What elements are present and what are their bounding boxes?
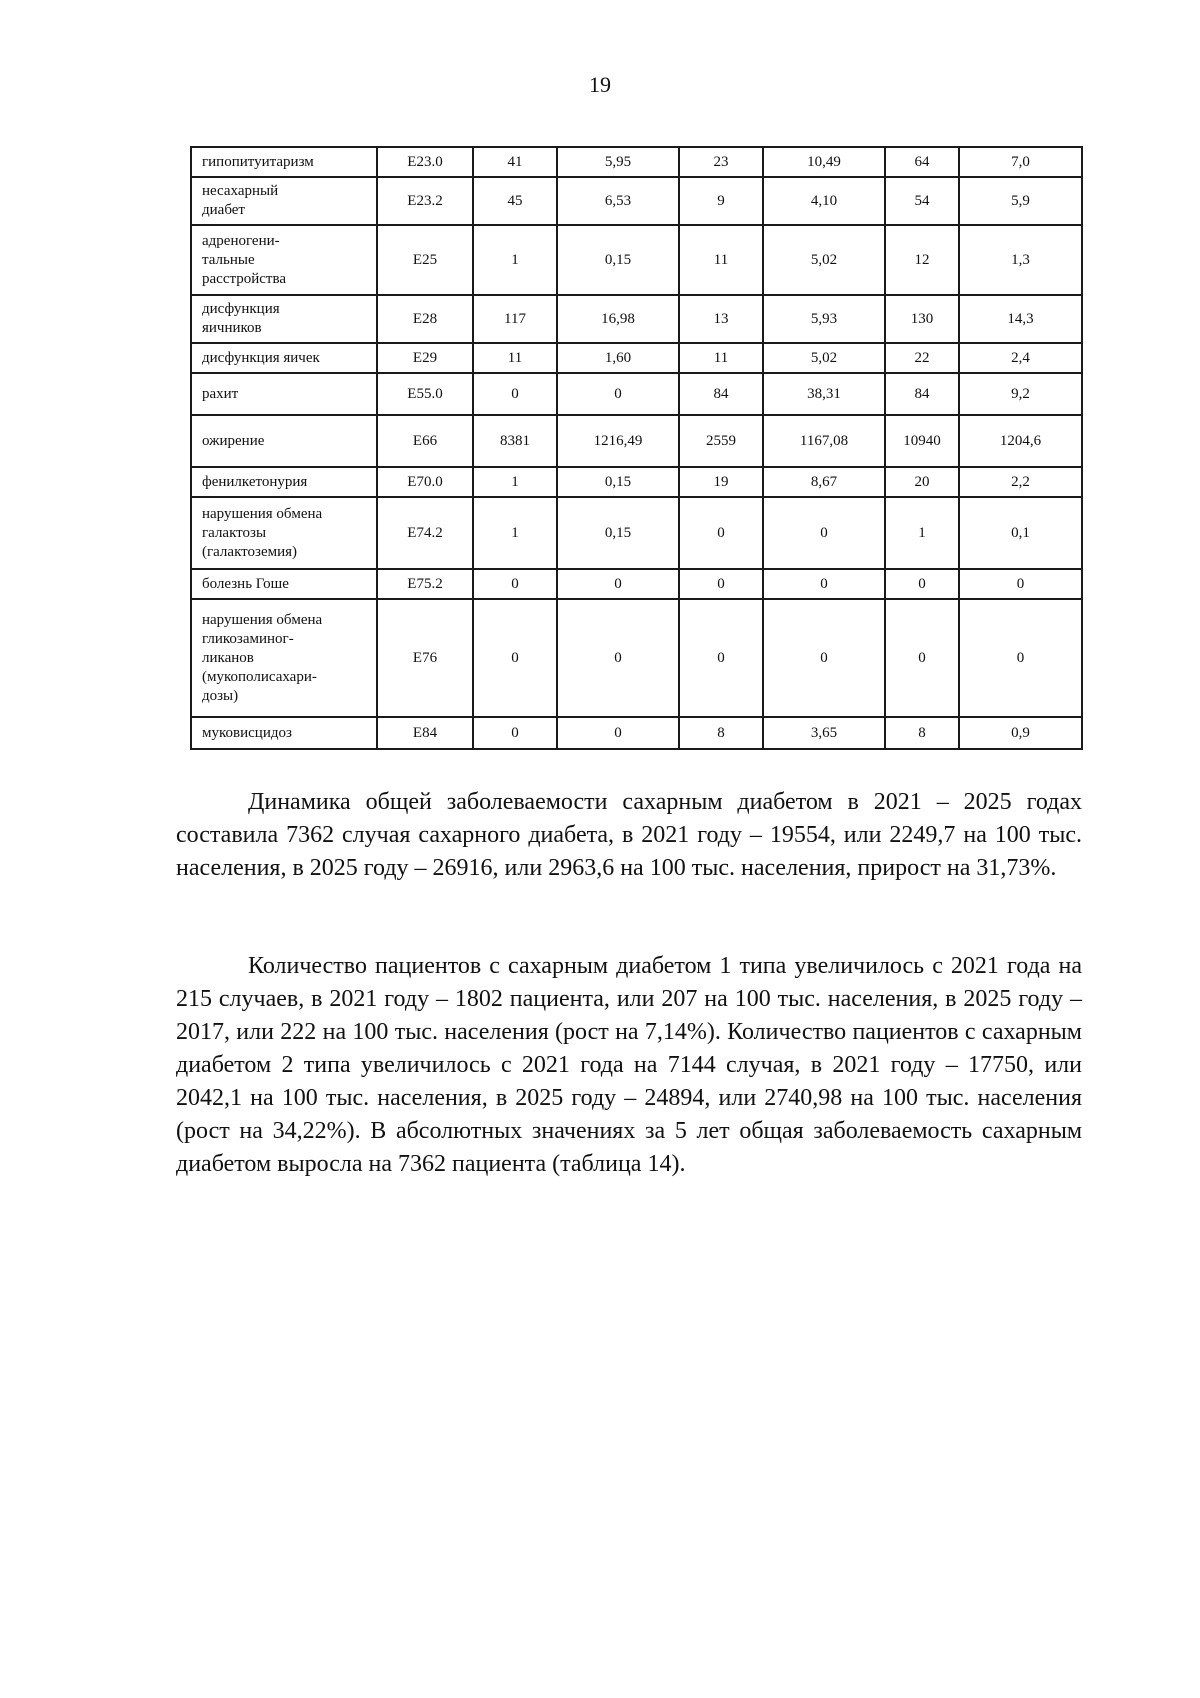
table-row	[191, 147, 1082, 177]
cases-2021-cell: 0	[473, 717, 557, 749]
total-cases-cell: 1	[885, 497, 959, 569]
rate-2025-cell: 38,31	[763, 373, 885, 415]
rate-2025-cell: 0	[763, 569, 885, 599]
paragraph-2	[176, 950, 1082, 1181]
table-row	[191, 569, 1082, 599]
icd-code-cell: E74.2	[377, 497, 473, 569]
cases-2021-cell: 1	[473, 497, 557, 569]
cases-2025-cell: 13	[679, 295, 763, 343]
rate-2025-cell: 4,10	[763, 177, 885, 225]
cases-2021-cell: 117	[473, 295, 557, 343]
total-rate-cell: 14,3	[959, 295, 1082, 343]
table-row	[191, 177, 1082, 225]
total-rate-cell: 0,1	[959, 497, 1082, 569]
rate-2025-cell: 0	[763, 497, 885, 569]
rate-2021-cell: 16,98	[557, 295, 679, 343]
disease-name-cell: нарушения обмена гликозаминог- ликанов (мукополисахари- дозы)	[191, 599, 377, 717]
cases-2025-cell: 0	[679, 599, 763, 717]
rate-2021-cell: 0,15	[557, 497, 679, 569]
table-row	[191, 343, 1082, 373]
rate-2025-cell: 5,02	[763, 343, 885, 373]
icd-code-cell: E66	[377, 415, 473, 467]
total-cases-cell: 0	[885, 569, 959, 599]
total-rate-cell: 9,2	[959, 373, 1082, 415]
cases-2025-cell: 2559	[679, 415, 763, 467]
rate-2025-cell: 8,67	[763, 467, 885, 497]
rate-2025-cell: 5,93	[763, 295, 885, 343]
rate-2025-cell: 1167,08	[763, 415, 885, 467]
cases-2021-cell: 0	[473, 599, 557, 717]
total-rate-cell: 0,9	[959, 717, 1082, 749]
total-cases-cell: 84	[885, 373, 959, 415]
total-cases-cell: 130	[885, 295, 959, 343]
total-cases-cell: 10940	[885, 415, 959, 467]
paragraph-text: Динамика общей заболеваемости сахарным диабетом в 2021 – 2025 годах составила 7362 случая сахарного диабета, в 2021 году – 19554, или 2249,7 на 100 тыс. населения, в 2025 году – 26916, или 2963,6 на 100 тыс. населения, прирост на 31,73%.	[176, 789, 1082, 881]
cases-2025-cell: 9	[679, 177, 763, 225]
disease-name-cell: несахарный диабет	[191, 177, 377, 225]
rate-2025-cell: 10,49	[763, 147, 885, 177]
cases-2025-cell: 11	[679, 343, 763, 373]
disease-name-cell: рахит	[191, 373, 377, 415]
total-cases-cell: 64	[885, 147, 959, 177]
total-rate-cell: 7,0	[959, 147, 1082, 177]
rate-2021-cell: 0	[557, 717, 679, 749]
rate-2021-cell: 6,53	[557, 177, 679, 225]
disease-name-cell: гипопитуитаризм	[191, 147, 377, 177]
total-rate-cell: 1,3	[959, 225, 1082, 295]
total-rate-cell: 5,9	[959, 177, 1082, 225]
rate-2025-cell: 5,02	[763, 225, 885, 295]
cases-2021-cell: 0	[473, 569, 557, 599]
cases-2025-cell: 84	[679, 373, 763, 415]
table-row	[191, 717, 1082, 749]
rate-2021-cell: 1,60	[557, 343, 679, 373]
icd-code-cell: E28	[377, 295, 473, 343]
rate-2021-cell: 0	[557, 599, 679, 717]
cases-2021-cell: 1	[473, 225, 557, 295]
rate-2021-cell: 0	[557, 373, 679, 415]
cases-2025-cell: 23	[679, 147, 763, 177]
icd-code-cell: E70.0	[377, 467, 473, 497]
icd-code-cell: E75.2	[377, 569, 473, 599]
table-row	[191, 415, 1082, 467]
disease-name-cell: дисфункция яичек	[191, 343, 377, 373]
table-row	[191, 599, 1082, 717]
total-cases-cell: 22	[885, 343, 959, 373]
page-number: 19	[589, 72, 611, 97]
icd-code-cell: E55.0	[377, 373, 473, 415]
rate-2025-cell: 0	[763, 599, 885, 717]
icd-code-cell: E29	[377, 343, 473, 373]
rate-2021-cell: 0	[557, 569, 679, 599]
disease-name-cell: муковисцидоз	[191, 717, 377, 749]
icd-code-cell: E23.2	[377, 177, 473, 225]
icd-code-cell: E84	[377, 717, 473, 749]
paragraph-1	[176, 786, 1082, 885]
disease-name-cell: ожирение	[191, 415, 377, 467]
rate-2021-cell: 1216,49	[557, 415, 679, 467]
disease-table	[190, 146, 1083, 750]
rate-2021-cell: 0,15	[557, 467, 679, 497]
cases-2025-cell: 8	[679, 717, 763, 749]
cases-2025-cell: 0	[679, 569, 763, 599]
disease-name-cell: адреногени- тальные расстройства	[191, 225, 377, 295]
table-row	[191, 497, 1082, 569]
cases-2021-cell: 1	[473, 467, 557, 497]
disease-name-cell: болезнь Гоше	[191, 569, 377, 599]
cases-2021-cell: 11	[473, 343, 557, 373]
rate-2021-cell: 5,95	[557, 147, 679, 177]
total-rate-cell: 0	[959, 599, 1082, 717]
table-row	[191, 295, 1082, 343]
rate-2021-cell: 0,15	[557, 225, 679, 295]
icd-code-cell: E23.0	[377, 147, 473, 177]
table-row	[191, 373, 1082, 415]
total-cases-cell: 20	[885, 467, 959, 497]
cases-2025-cell: 19	[679, 467, 763, 497]
cases-2021-cell: 8381	[473, 415, 557, 467]
paragraph-text: Количество пациентов с сахарным диабетом 1 типа увеличилось с 2021 года на 215 случаев, в 2021 году – 1802 пациента, или 207 на 100 тыс. населения, в 2025 году – 2017, или 222 на 100 тыс. населения (рост на 7,14%). Количество пациентов с сахарным диабетом 2 типа увеличилось с 2021 года на 7144 случая, в 2021 году – 17750, или 2042,1 на 100 тыс. населения, в 2025 году – 24894, или 2740,98 на 100 тыс. населения (рост на 34,22%). В абсолютных значениях за 5 лет общая заболеваемость сахарным диабетом выросла на 7362 пациента (таблица 14).	[176, 953, 1082, 1177]
table-row	[191, 225, 1082, 295]
total-cases-cell: 8	[885, 717, 959, 749]
total-cases-cell: 0	[885, 599, 959, 717]
icd-code-cell: E76	[377, 599, 473, 717]
total-cases-cell: 12	[885, 225, 959, 295]
disease-name-cell: дисфункция яичников	[191, 295, 377, 343]
table-body	[191, 147, 1082, 749]
rate-2025-cell: 3,65	[763, 717, 885, 749]
total-cases-cell: 54	[885, 177, 959, 225]
table-row	[191, 467, 1082, 497]
total-rate-cell: 2,4	[959, 343, 1082, 373]
total-rate-cell: 2,2	[959, 467, 1082, 497]
cases-2025-cell: 0	[679, 497, 763, 569]
disease-name-cell: фенилкетонурия	[191, 467, 377, 497]
total-rate-cell: 0	[959, 569, 1082, 599]
disease-name-cell: нарушения обмена галактозы (галактоземия)	[191, 497, 377, 569]
cases-2021-cell: 0	[473, 373, 557, 415]
cases-2021-cell: 45	[473, 177, 557, 225]
total-rate-cell: 1204,6	[959, 415, 1082, 467]
cases-2021-cell: 41	[473, 147, 557, 177]
cases-2025-cell: 11	[679, 225, 763, 295]
icd-code-cell: E25	[377, 225, 473, 295]
